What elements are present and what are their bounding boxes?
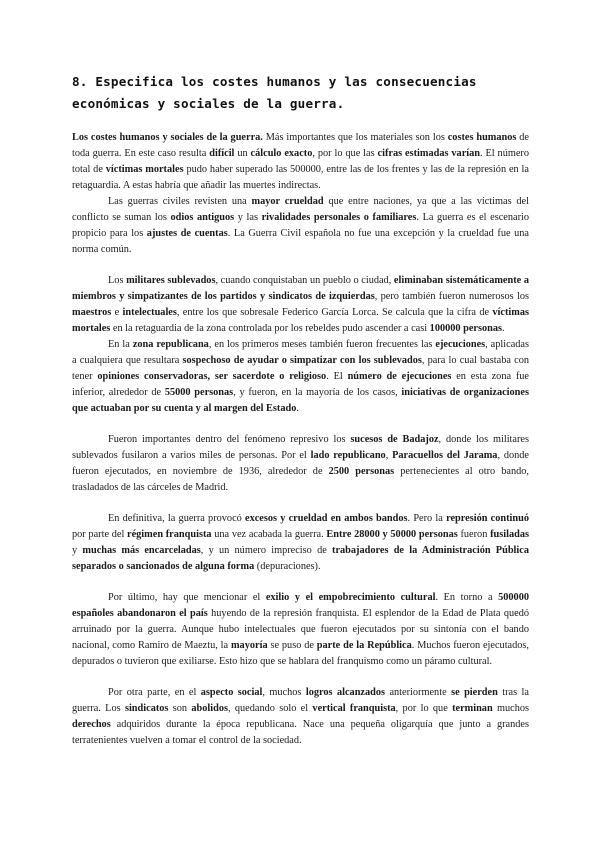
paragraph xyxy=(72,432,529,496)
bold-text: cálculo exacto xyxy=(250,148,313,159)
text-run: . En torno a xyxy=(435,592,499,603)
bold-text: difícil xyxy=(209,148,235,159)
bold-text: logros alcanzados xyxy=(305,687,386,698)
bold-text: 500000 españoles abandonaron el país xyxy=(72,592,529,619)
bold-text: odios antiguos xyxy=(170,212,235,223)
text-run: , entre los que sobresale Federico García Lorca. Se calcula que la cifra de xyxy=(176,307,493,318)
text-run: . Muchos fueron ejecutados, depurados o tuvieron que exiliarse. Esto hizo que se hablara del franquismo como un páramo cultural. xyxy=(72,640,530,667)
bold-text: 2500 personas xyxy=(328,466,395,477)
paragraph xyxy=(72,130,529,194)
bold-text: terminan xyxy=(452,703,493,714)
section-heading: 8. Especifica los costes humanos y las consecuencias económicas y sociales de la guerra. xyxy=(72,74,477,111)
bold-text: parte de la República xyxy=(316,640,412,651)
text-run: , y un número impreciso de xyxy=(200,545,333,556)
text-run: , xyxy=(385,450,393,461)
text-run: , quedando solo el xyxy=(228,703,313,714)
bold-text: sucesos de Badajoz xyxy=(350,434,439,445)
paragraph xyxy=(72,337,529,417)
text-run: (depuraciones). xyxy=(254,561,321,572)
bold-text: mayoría xyxy=(230,640,268,651)
text-run: y las xyxy=(234,212,262,223)
text-run: tras la guerra. Los xyxy=(72,687,529,714)
text-run: muchos xyxy=(492,703,530,714)
text-run: . La Guerra Civil española no fue una excepción y la crueldad fue una norma común. xyxy=(72,228,529,255)
bold-text: ejecuciones xyxy=(435,339,486,350)
text-run: , y fueron, en la mayoría de los casos, xyxy=(233,387,402,398)
text-run: Por último, hay que mencionar el xyxy=(108,592,266,603)
text-run: adquiridos durante la época republicana. Nace una pequeña oligarquía que junto a grandes terratenientes vuelven a tomar el control de la sociedad. xyxy=(72,719,529,746)
bold-text: sospechoso de ayudar o simpatizar con los sublevados xyxy=(182,355,422,366)
bold-text: lado republicano xyxy=(310,450,386,461)
text-run: huyendo de la represión franquista. El esplendor de la Edad de Plata quedó arruinado por la guerra. Aunque hubo intelectuales que fueron ejecutados por su sintonía con el bando nacional, como Ramiro de Maeztu, la xyxy=(72,608,529,651)
text-run: , aplicadas a cualquiera que resultara xyxy=(72,339,529,366)
bold-text: opiniones conservadoras, ser sacerdote o religioso xyxy=(97,371,327,382)
bold-text: maestros xyxy=(72,307,112,318)
text-run: pertenecientes al otro bando, trasladados de las cárceles de Madrid. xyxy=(72,466,529,493)
text-run: , para lo cual bastaba con tener xyxy=(72,355,529,382)
text-run: , donde fueron ejecutados, en noviembre de 1936, alrededor de xyxy=(72,450,529,477)
text-run: , en los primeros meses también fueron frecuentes las xyxy=(208,339,436,350)
text-run: Los xyxy=(108,275,127,286)
bold-text: régimen franquista xyxy=(127,529,212,540)
bold-text: Entre 28000 y 50000 personas xyxy=(326,529,458,540)
text-run: por parte del xyxy=(72,529,128,540)
bold-text: trabajadores de la Administración Pública separados o sancionados de alguna forma xyxy=(72,545,529,572)
bold-text: aspecto social xyxy=(200,687,263,698)
bold-text: ajustes de cuentas xyxy=(146,228,228,239)
text-run: Las guerras civiles revisten una xyxy=(108,196,252,207)
text-run: en la retaguardia de la zona controlada por los rebeldes pudo ascender a casi xyxy=(110,323,430,334)
bold-text: excesos y crueldad en ambos bandos xyxy=(245,513,408,524)
bold-text: eliminaban sistemáticamente a miembros y simpatizantes de los partidos y sindicatos de izquierdas xyxy=(72,275,529,302)
bold-text: militares sublevados xyxy=(126,275,216,286)
text-run: Fueron importantes dentro del fenómeno represivo los xyxy=(108,434,351,445)
text-run: fueron xyxy=(457,529,491,540)
bold-text: costes humanos xyxy=(447,132,517,143)
text-run: se puso de xyxy=(267,640,317,651)
bold-text: víctimas mortales xyxy=(105,164,184,175)
text-run: de toda guerra. En este caso resulta xyxy=(72,132,529,159)
text-run: e xyxy=(111,307,123,318)
text-run: . La guerra es el escenario propicio para los xyxy=(72,212,530,239)
text-run: anteriormente xyxy=(385,687,452,698)
bold-text: 100000 personas xyxy=(429,323,503,334)
bold-text: intelectuales xyxy=(122,307,177,318)
bold-text: muchas más encarceladas xyxy=(82,545,201,556)
bold-text: vertical franquista xyxy=(312,703,396,714)
bold-text: 55000 personas xyxy=(164,387,234,398)
bold-text: rivalidades personales o familiares xyxy=(261,212,417,223)
text-run: , donde los militares sublevados fusilaron a varios miles de personas. Por el xyxy=(72,434,529,461)
bold-text: fusiladas xyxy=(490,529,529,540)
bold-text: iniciativas de organizaciones que actuaban por su cuenta y al margen del Estado xyxy=(72,387,529,414)
text-run: una vez acabada la guerra. xyxy=(211,529,327,540)
text-run: Por otra parte, en el xyxy=(108,687,201,698)
text-run: y xyxy=(72,545,83,556)
bold-text: cifras estimadas varían xyxy=(377,148,481,159)
bold-text: sindicatos xyxy=(124,703,169,714)
text-run: , por lo que las xyxy=(312,148,378,159)
bold-text: derechos xyxy=(72,719,111,730)
bold-text: represión continuó xyxy=(446,513,530,524)
document-body xyxy=(72,130,529,749)
bold-text: número de ejecuciones xyxy=(347,371,452,382)
text-run: , por lo que xyxy=(395,703,453,714)
text-run: . El número total de xyxy=(72,148,530,175)
text-run: , pero también fueron numerosos los xyxy=(374,291,529,302)
bold-text: Paracuellos del Jarama xyxy=(392,450,498,461)
bold-text: zona republicana xyxy=(132,339,209,350)
text-run: . xyxy=(502,323,505,334)
paragraph xyxy=(72,511,529,575)
paragraph xyxy=(72,273,529,337)
bold-text: mayor crueldad xyxy=(251,196,324,207)
paragraph xyxy=(72,685,529,749)
text-run: que entre naciones, ya que a las víctimas del conflicto se suman los xyxy=(72,196,529,223)
text-run: . El xyxy=(326,371,348,382)
text-run: En definitiva, la guerra provocó xyxy=(108,513,246,524)
text-run: En la xyxy=(108,339,133,350)
paragraph xyxy=(72,194,529,258)
paragraph xyxy=(72,590,529,670)
bold-text: exilio y el empobrecimiento cultural xyxy=(265,592,436,603)
text-run: , cuando conquistaban un pueblo o ciudad, xyxy=(215,275,394,286)
text-run: un xyxy=(234,148,251,159)
bold-text: se pierden xyxy=(451,687,498,698)
bold-text: Los costes humanos y sociales de la guerra. xyxy=(72,132,263,143)
text-run: en esta zona fue inferior, alrededor de xyxy=(72,371,530,398)
text-run: Más importantes que los materiales son los xyxy=(262,132,448,143)
text-run: son xyxy=(168,703,192,714)
bold-text: víctimas mortales xyxy=(72,307,529,334)
bold-text: abolidos xyxy=(191,703,228,714)
text-run: pudo haber superado las 500000, entre las de los frentes y las de la represión en la retaguardia. A estas habría que añadir las muertes indirectas. xyxy=(72,164,529,191)
text-run: , muchos xyxy=(262,687,306,698)
text-run: . xyxy=(296,403,299,414)
text-run: . Pero la xyxy=(407,513,447,524)
